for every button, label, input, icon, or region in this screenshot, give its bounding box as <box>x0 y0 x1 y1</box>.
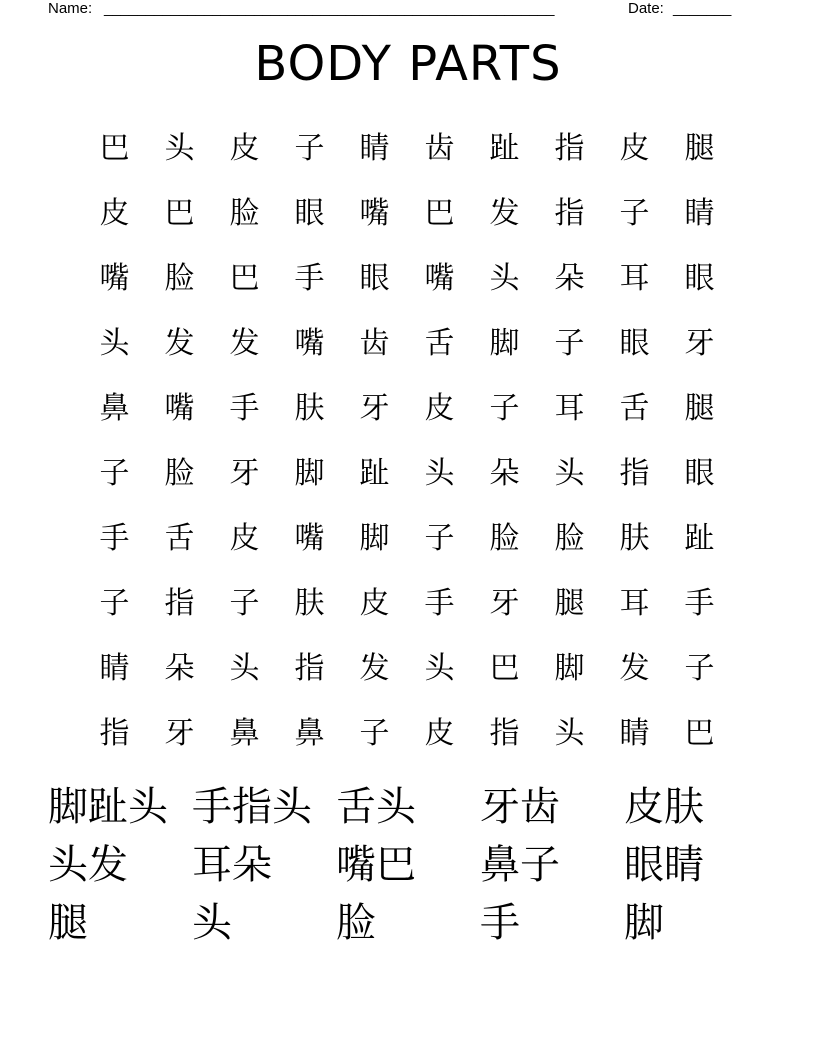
word-bank-item: 鼻子 <box>480 842 560 888</box>
grid-cell[interactable]: 头 <box>554 455 585 491</box>
grid-cell[interactable]: 巴 <box>684 715 715 751</box>
grid-cell[interactable]: 皮 <box>424 715 455 751</box>
word-bank-item: 脸 <box>336 900 376 946</box>
grid-cell[interactable]: 睛 <box>99 650 130 686</box>
grid-cell[interactable]: 皮 <box>359 585 390 621</box>
grid-cell[interactable]: 眼 <box>294 195 325 231</box>
grid-cell[interactable]: 指 <box>489 715 520 751</box>
grid-cell[interactable]: 齿 <box>359 325 390 361</box>
word-bank-item: 腿 <box>48 900 88 946</box>
date-label: Date: <box>628 0 664 17</box>
word-bank-item: 手指头 <box>192 784 312 830</box>
grid-cell[interactable]: 嘴 <box>294 325 325 361</box>
grid-cell[interactable]: 嘴 <box>359 195 390 231</box>
header-line <box>48 0 748 18</box>
grid-cell[interactable]: 发 <box>489 195 520 231</box>
grid-cell[interactable]: 脸 <box>164 260 195 296</box>
grid-cell[interactable]: 耳 <box>619 260 650 296</box>
grid-cell[interactable]: 指 <box>554 130 585 166</box>
grid-cell[interactable]: 手 <box>294 260 325 296</box>
grid-cell[interactable]: 鼻 <box>294 715 325 751</box>
grid-cell[interactable]: 发 <box>619 650 650 686</box>
word-bank-item: 脚趾头 <box>48 784 168 830</box>
grid-cell[interactable]: 头 <box>99 325 130 361</box>
grid-cell[interactable]: 头 <box>424 455 455 491</box>
grid-cell[interactable]: 眼 <box>359 260 390 296</box>
grid-cell[interactable]: 舌 <box>424 325 455 361</box>
grid-cell[interactable]: 皮 <box>424 390 455 426</box>
grid-cell[interactable]: 眼 <box>684 455 715 491</box>
grid-cell[interactable]: 眼 <box>684 260 715 296</box>
grid-cell[interactable]: 肤 <box>619 520 650 556</box>
word-bank-item: 牙齿 <box>480 784 560 830</box>
grid-cell[interactable]: 鼻 <box>229 715 260 751</box>
word-bank-item: 手 <box>480 900 520 946</box>
grid-cell[interactable]: 趾 <box>359 455 390 491</box>
grid-cell[interactable]: 牙 <box>489 585 520 621</box>
grid-cell[interactable]: 牙 <box>229 455 260 491</box>
grid-cell[interactable]: 脸 <box>489 520 520 556</box>
grid-cell[interactable]: 朵 <box>554 260 585 296</box>
grid-cell[interactable]: 指 <box>99 715 130 751</box>
name-label: Name: <box>48 0 93 17</box>
grid-cell[interactable]: 皮 <box>99 195 130 231</box>
grid-cell[interactable]: 头 <box>164 130 195 166</box>
grid-cell[interactable]: 耳 <box>554 390 585 426</box>
word-bank-item: 眼睛 <box>624 842 704 888</box>
grid-cell[interactable]: 嘴 <box>424 260 455 296</box>
grid-cell[interactable]: 牙 <box>164 715 195 751</box>
grid-cell[interactable]: 巴 <box>489 650 520 686</box>
grid-cell[interactable]: 睛 <box>619 715 650 751</box>
word-bank <box>48 778 768 952</box>
grid-cell[interactable]: 头 <box>554 715 585 751</box>
grid-cell[interactable]: 手 <box>424 585 455 621</box>
word-bank-item: 头 <box>192 900 232 946</box>
grid-cell[interactable]: 嘴 <box>294 520 325 556</box>
grid-cell[interactable]: 脚 <box>489 325 520 361</box>
grid-cell[interactable]: 腿 <box>554 585 585 621</box>
grid-cell[interactable]: 皮 <box>229 520 260 556</box>
grid-cell[interactable]: 指 <box>294 650 325 686</box>
grid-cell[interactable]: 巴 <box>424 195 455 231</box>
grid-cell[interactable]: 手 <box>99 520 130 556</box>
grid-cell[interactable]: 睛 <box>684 195 715 231</box>
grid-cell[interactable]: 指 <box>554 195 585 231</box>
grid-cell[interactable]: 手 <box>229 390 260 426</box>
word-bank-item: 脚 <box>624 900 664 946</box>
grid-cell[interactable]: 子 <box>554 325 585 361</box>
grid-cell[interactable]: 巴 <box>99 130 130 166</box>
grid-cell[interactable]: 巴 <box>164 195 195 231</box>
grid-cell[interactable]: 子 <box>229 585 260 621</box>
grid-cell[interactable]: 鼻 <box>99 390 130 426</box>
grid-cell[interactable]: 发 <box>164 325 195 361</box>
grid-cell[interactable]: 嘴 <box>164 390 195 426</box>
grid-cell[interactable]: 趾 <box>489 130 520 166</box>
word-bank-item: 嘴巴 <box>336 842 416 888</box>
grid-cell[interactable]: 头 <box>229 650 260 686</box>
date-blank[interactable]: _______ <box>673 0 732 17</box>
grid-cell[interactable]: 指 <box>164 585 195 621</box>
word-bank-item: 舌头 <box>336 784 416 830</box>
grid-cell[interactable]: 指 <box>619 455 650 491</box>
word-bank-item: 头发 <box>48 842 128 888</box>
grid-cell[interactable]: 脸 <box>164 455 195 491</box>
grid-cell[interactable]: 肤 <box>294 390 325 426</box>
grid-cell[interactable]: 子 <box>619 195 650 231</box>
name-blank[interactable]: ______________________________________________________ <box>104 0 555 17</box>
grid-cell[interactable]: 朵 <box>489 455 520 491</box>
grid-cell[interactable]: 趾 <box>684 520 715 556</box>
grid-cell[interactable]: 皮 <box>619 130 650 166</box>
grid-cell[interactable]: 耳 <box>619 585 650 621</box>
grid-cell[interactable]: 发 <box>359 650 390 686</box>
grid-cell[interactable]: 子 <box>489 390 520 426</box>
grid-cell[interactable]: 子 <box>294 130 325 166</box>
grid-cell[interactable]: 睛 <box>359 130 390 166</box>
grid-cell[interactable]: 子 <box>99 455 130 491</box>
grid-cell[interactable]: 舌 <box>164 520 195 556</box>
grid-cell[interactable]: 子 <box>99 585 130 621</box>
grid-cell[interactable]: 头 <box>424 650 455 686</box>
grid-cell[interactable]: 脸 <box>554 520 585 556</box>
grid-cell[interactable]: 手 <box>684 585 715 621</box>
grid-cell[interactable]: 脸 <box>229 195 260 231</box>
page-title: BODY PARTS <box>254 36 562 92</box>
grid-cell[interactable]: 肤 <box>294 585 325 621</box>
word-search-grid <box>82 112 732 762</box>
grid-cell[interactable]: 脚 <box>359 520 390 556</box>
word-bank-item: 耳朵 <box>192 842 272 888</box>
grid-cell[interactable]: 牙 <box>684 325 715 361</box>
grid-cell[interactable]: 眼 <box>619 325 650 361</box>
grid-cell[interactable]: 脚 <box>294 455 325 491</box>
grid-cell[interactable]: 发 <box>229 325 260 361</box>
grid-cell[interactable]: 皮 <box>229 130 260 166</box>
grid-cell[interactable]: 巴 <box>229 260 260 296</box>
grid-cell[interactable]: 头 <box>489 260 520 296</box>
grid-cell[interactable]: 腿 <box>684 390 715 426</box>
grid-cell[interactable]: 子 <box>424 520 455 556</box>
grid-cell[interactable]: 脚 <box>554 650 585 686</box>
grid-cell[interactable]: 嘴 <box>99 260 130 296</box>
grid-cell[interactable]: 子 <box>684 650 715 686</box>
word-bank-item: 皮肤 <box>624 784 704 830</box>
grid-cell[interactable]: 朵 <box>164 650 195 686</box>
grid-cell[interactable]: 舌 <box>619 390 650 426</box>
grid-cell[interactable]: 子 <box>359 715 390 751</box>
grid-cell[interactable]: 牙 <box>359 390 390 426</box>
grid-cell[interactable]: 腿 <box>684 130 715 166</box>
grid-cell[interactable]: 齿 <box>424 130 455 166</box>
